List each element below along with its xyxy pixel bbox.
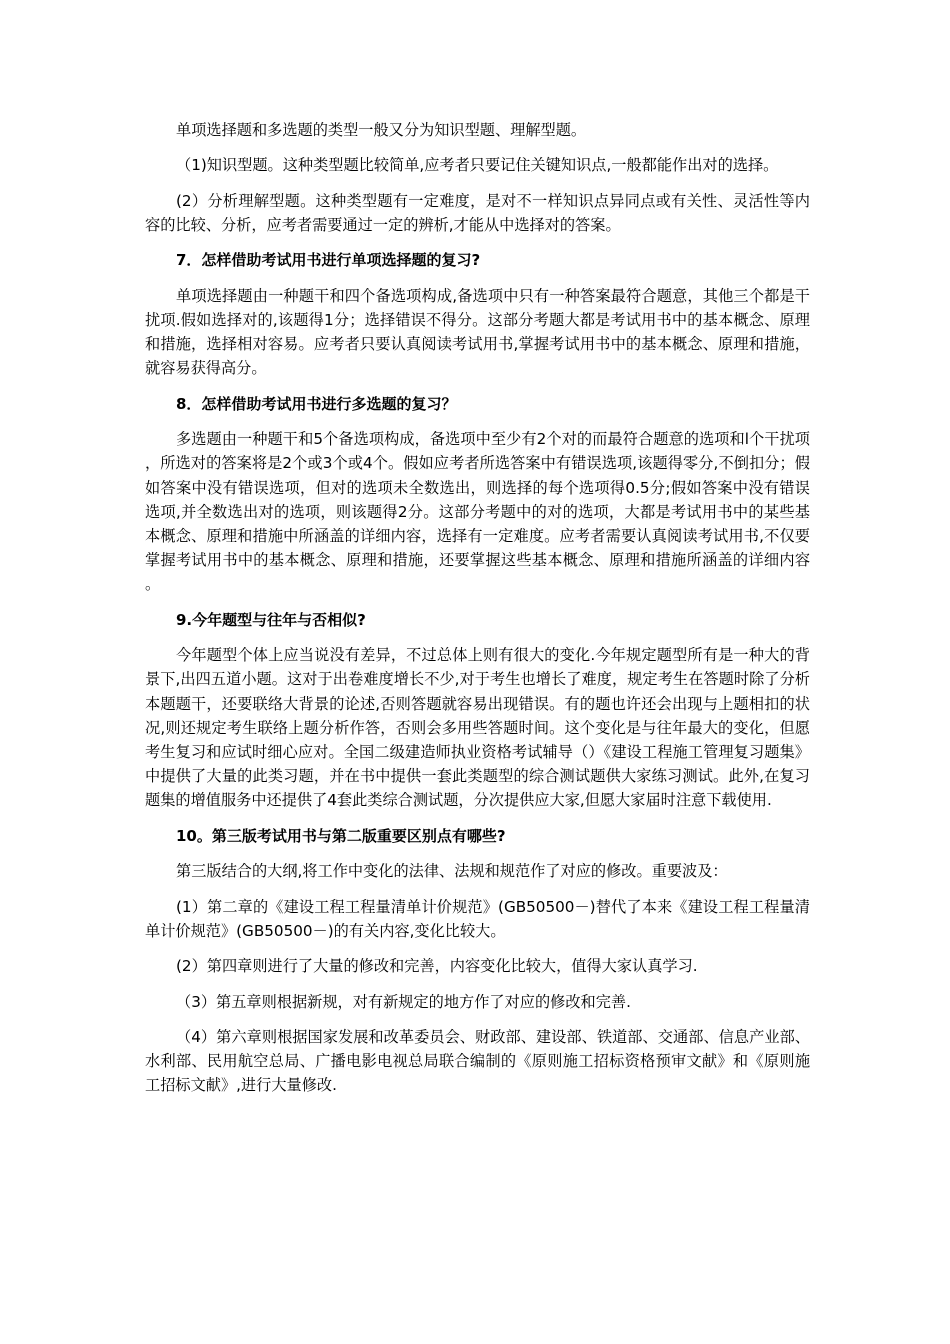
paragraph-question-types: 单项选择题和多选题的类型一般又分为知识型题、理解型题。 <box>176 121 587 139</box>
heading-q9: 9.今年题型与往年与否相似? <box>176 610 366 629</box>
heading-q10: 10。第三版考试用书与第二版重要区别点有哪些? <box>176 826 506 845</box>
paragraph-q10-item-4: （4）第六章则根据国家发展和改革委员会、财政部、建设部、铁道部、交通部、信息产业部、水利部、民用航空总局、广播电影电视总局联合编制的《原则施工招标资格预审文献》和《原则施工招标文献》,进行大量修改. <box>145 1027 810 1095</box>
paragraph-q9-answer: 今年题型个体上应当说没有差异，不过总体上则有很大的变化.今年规定题型所有是一种大的背景下,出四五道小题。这对于出卷难度增长不少,对于考生也增长了难度，规定考生在答题时除了分析本题题干，还要联络大背景的论述,否则答题就容易出现错误。有的题也许还会出现与上题相扣的状况,则还规定考生联络上题分析作答，否则会多用些答题时间。这个变化是与往年最大的变化，但愿考生复习和应试时细心应对。全国二级建造师执业资格考试辅导（）《建设工程施工管理复习题集》中提供了大量的此类习题，并在书中提供一套此类题型的综合测试题供大家练习测试。此外,在复习题集的增值服务中还提供了4套此类综合测试题，分次提供应大家,但愿大家届时注意下载使用. <box>145 646 810 810</box>
paragraph-q8-answer: 多选题由一种题干和5个备选项构成，备选项中至少有2个对的而最符合题意的选项和l个干扰项，所选对的答案将是2个或3个或4个。假如应考者所选答案中有错误选项,该题得零分,不倒扣分；假如答案中没有错误选项，但对的选项未全数选出，则选择的每个选项得0.5分;假如答案中没有错误选项,并全数选出对的选项，则该题得2分。这部分考题中的对的选项，大都是考试用书中的某些基本概念、原理和措施中所涵盖的详细内容，选择有一定难度。应考者需要认真阅读考试用书,不仅要掌握考试用书中的基本概念、原理和措施，还要掌握这些基本概念、原理和措施所涵盖的详细内容。 <box>145 430 810 594</box>
paragraph-q10-item-2: (2）第四章则进行了大量的修改和完善，内容变化比较大，值得大家认真学习. <box>176 957 698 976</box>
paragraph-analysis-type: (2）分析理解型题。这种类型题有一定难度，是对不一样知识点异同点或有关性、灵活性等内容的比较、分析，应考者需要通过一定的辨析,才能从中选择对的答案。 <box>145 191 810 234</box>
paragraph-q10-intro: 第三版结合的大纲,将工作中变化的法律、法规和规范作了对应的修改。重要波及： <box>176 862 728 881</box>
paragraph-q10-item-3: （3）第五章则根据新规，对有新规定的地方作了对应的修改和完善. <box>176 992 631 1011</box>
paragraph-q10-item-1: (1）第二章的《建设工程工程量清单计价规范》(GB50500－)替代了本来《建设工程工程量清单计价规范》(GB50500－)的有关内容,变化比较大。 <box>145 897 810 940</box>
paragraph-q7-answer: 单项选择题由一种题干和四个备选项构成,备选项中只有一种答案最符合题意，其他三个都是干扰项.假如选择对的,该题得1分；选择错误不得分。这部分考题大都是考试用书中的基本概念、原理和措施，选择相对容易。应考者只要认真阅读考试用书,掌握考试用书中的基本概念、原理和措施，就容易获得高分。 <box>145 286 810 378</box>
document-page <box>145 118 810 1098</box>
heading-q8: 8．怎样借助考试用书进行多选题的复习？ <box>176 394 457 413</box>
paragraph-knowledge-type: （1)知识型题。这种类型题比较简单,应考者只要记住关键知识点,一般都能作出对的选择。 <box>176 156 779 175</box>
heading-q7: 7．怎样借助考试用书进行单项选择题的复习? <box>176 251 481 270</box>
